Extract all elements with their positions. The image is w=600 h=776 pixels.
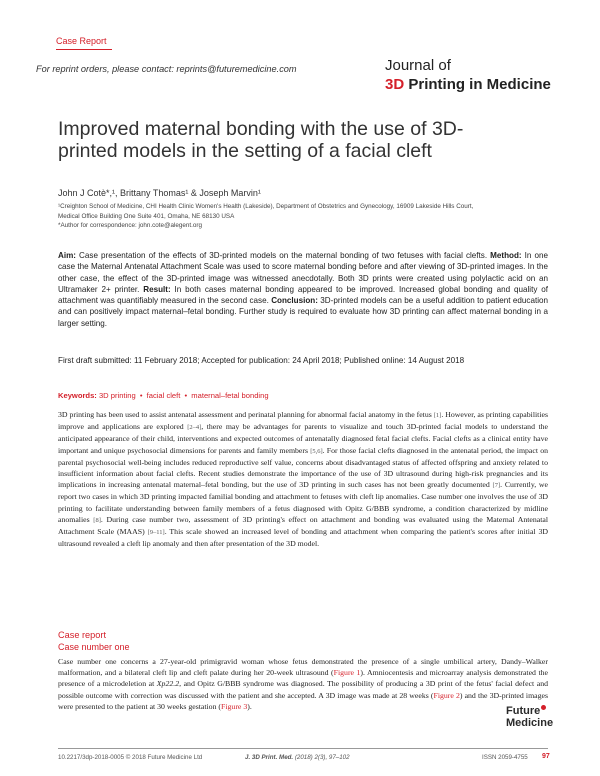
footer-divider bbox=[58, 748, 548, 749]
intro-text: . Currently, we report two cases in which 3D printing impacted familial bonding and attachment to fetuses with cleft lip anomalies. Case number one involves the use of 3D printing to facilitate understanding between family members of a fetus diagnosed with Opitz G/BBB syndrome, a condition characterized by midline anomalies bbox=[58, 480, 549, 524]
keyword-item[interactable]: 3D printing bbox=[98, 391, 136, 400]
abstract-aim: Case presentation of the effects of 3D-printed models on the maternal bonding of two fetuses with facial clefts. bbox=[76, 251, 491, 260]
intro-text: , there may be advantages for parents to visualize and touch 3D-printed facial models to understand the anticipated appearance of their child, interventions and expected outcomes of antenatally diagnosed fetal facial clefts. Facial clefts as a clinical entity have important and unique psychosocial dimensions for parents and family members bbox=[58, 422, 548, 455]
case-one-paragraph bbox=[58, 656, 548, 712]
logo-dot-icon bbox=[541, 705, 546, 710]
logo-line1 bbox=[506, 705, 566, 717]
intro-text: . During case number two, assessment of 3D printing's effect on attachment and bonding was evaluated using the Maternal Antenatal Attachment Scale (MAAS) bbox=[58, 514, 548, 537]
logo-line2: Medicine bbox=[506, 717, 554, 729]
future-medicine-logo bbox=[506, 705, 566, 729]
intro-text: 3D printing has been used to assist antenatal assessment and perinatal planning for abnormal facial anatomy in the fetus bbox=[58, 410, 434, 419]
footer-citation bbox=[245, 754, 350, 761]
figure-link[interactable]: Figure 2 bbox=[433, 690, 460, 700]
figure-link[interactable]: Figure 1 bbox=[333, 668, 361, 678]
article-authors: John J Cotè*,¹, Brittany Thomas¹ & Joseph Marvin¹ bbox=[58, 188, 261, 198]
abstract-method: In one case the Maternal Antenatal Attachment Scale was used to score maternal bonding before and after viewing of 3D-printed images. In the other case, the effect of the 3D-printed image was witnessed anecdotally. Both 3D prints were created using polylactic acid on an Ultramaker 2+ printer. bbox=[58, 251, 548, 294]
abstract-conclusion: 3D-printed models can be a useful addition to patient education and can positively impact maternal–fetal bonding. Further study is required to evaluate how 3D printing can affect maternal bonding in a larger setting. bbox=[58, 296, 549, 328]
case-text: ). bbox=[247, 701, 252, 711]
section-tag: Case Report bbox=[56, 36, 107, 46]
case-text: ). Amniocentesis and microarray analysis demonstrated the presence of a microdeletion at bbox=[58, 668, 548, 689]
keyword-separator: • bbox=[184, 391, 188, 400]
gene-locus: Xp22.2 bbox=[156, 679, 180, 689]
reference-link[interactable]: [1] bbox=[433, 412, 442, 419]
intro-text: . For those facial clefts diagnosed in the antenatal period, the impact on parental psychosocial well-being includes reduced reproductive self value, concerns about disadvantaged status of affected offspring and anxiety related to insufficient information about facial clefts. Recent studies demonstrate the importance of the use of 3D ultrasound during high-risk pregnancies and its implications in increasing antenatal maternal–fetal bonding, but the use of 3D printing in such cases has not been greatly documented bbox=[58, 445, 548, 490]
case-text: , and Opitz G/BBB syndrome was diagnosed. The possibility of producing a 3D print of the fetus' facial defect and possible outcome with correction was discussed with the patient and she accepted. A 3D image was made at 28 weeks ( bbox=[58, 679, 548, 700]
reference-link[interactable]: [5,6] bbox=[310, 447, 323, 455]
journal-name-line2 bbox=[385, 75, 551, 94]
keyword-item[interactable]: facial cleft bbox=[146, 391, 181, 400]
reference-link[interactable]: [8] bbox=[93, 516, 101, 524]
abstract-aim-label: Aim: bbox=[58, 251, 76, 260]
author-affiliations bbox=[58, 202, 478, 231]
reference-link[interactable]: [2–4] bbox=[187, 424, 202, 432]
journal-name-line1: Journal of bbox=[385, 57, 451, 74]
intro-text: . However, as printing capabilities improve and applications are explored bbox=[58, 410, 548, 432]
affiliation-text: ¹Creighton School of Medicine, CHI Health Clinic Women's Health (Lakeside), Department of Obstetrics and Gynecology, 16909 Lakeside Hills Court, Medical Office Building One Suite 401, Omaha, NE 68130 USA bbox=[58, 203, 474, 220]
keywords-label: Keywords: bbox=[58, 391, 97, 400]
journal-masthead bbox=[385, 56, 551, 94]
logo-word-future: Future bbox=[506, 705, 541, 717]
case-text: ) and the 3D-printed images were presented to the patient at 30 weeks gestation ( bbox=[58, 690, 548, 711]
journal-name-rest: Printing in Medicine bbox=[404, 76, 551, 93]
keywords bbox=[58, 391, 269, 400]
subsection-heading-case-one: Case number one bbox=[58, 642, 130, 652]
correspondence-text: *Author for correspondence: john.cote@alegent.org bbox=[58, 222, 202, 229]
case-text: Case number one concerns a 27-year-old primigravid woman whose fetus demonstrated the presence of a single umbilical artery, Dandy–Walker malformation, and a bilateral cleft lip and cleft palate during her 20-week ultrasound ( bbox=[58, 657, 548, 678]
keyword-separator: • bbox=[139, 391, 143, 400]
abstract-conclusion-label: Conclusion: bbox=[271, 296, 318, 306]
journal-name-3d: 3D bbox=[385, 76, 405, 93]
reprint-contact: For reprint orders, please contact: reprints@futuremedicine.com bbox=[36, 64, 297, 74]
reference-link[interactable]: [7] bbox=[492, 482, 501, 490]
section-heading-case-report: Case report bbox=[58, 630, 107, 640]
introduction-paragraph bbox=[58, 409, 548, 549]
abstract-result: In both cases maternal bonding appeared to be improved. Increased global bonding and quality of attachment was quantifiably measured in the second case. bbox=[58, 284, 548, 306]
abstract bbox=[58, 250, 548, 329]
publication-dates: First draft submitted: 11 February 2018; Accepted for publication: 24 April 2018; Published online: 14 August 2018 bbox=[58, 356, 465, 365]
abstract-method-label: Method: bbox=[490, 251, 522, 260]
intro-text: . This scale showed an increased level of bonding and attachment when comparing the patient's scores after initial 3D ultrasound revealed a cleft lip anomaly and then after presentation of the 3D model. bbox=[58, 527, 549, 549]
footer-journal-abbrev: J. 3D Print. Med. bbox=[245, 754, 294, 761]
section-tag-rule bbox=[56, 49, 112, 50]
article-title: Improved maternal bonding with the use of 3D-printed models in the setting of a facial cleft bbox=[58, 118, 464, 162]
abstract-result-label: Result: bbox=[143, 284, 171, 294]
footer-citation-detail: (2018) 2(3), 97–102 bbox=[293, 754, 350, 761]
figure-link[interactable]: Figure 3 bbox=[221, 701, 248, 711]
keyword-item[interactable]: maternal–fetal bonding bbox=[191, 391, 269, 400]
footer-issn: ISSN 2059-4755 bbox=[482, 754, 528, 761]
page-number: 97 bbox=[542, 753, 550, 760]
footer-doi: 10.2217/3dp-2018-0005 © 2018 Future Medicine Ltd bbox=[58, 754, 203, 761]
reference-link[interactable]: [9–11] bbox=[147, 529, 165, 537]
